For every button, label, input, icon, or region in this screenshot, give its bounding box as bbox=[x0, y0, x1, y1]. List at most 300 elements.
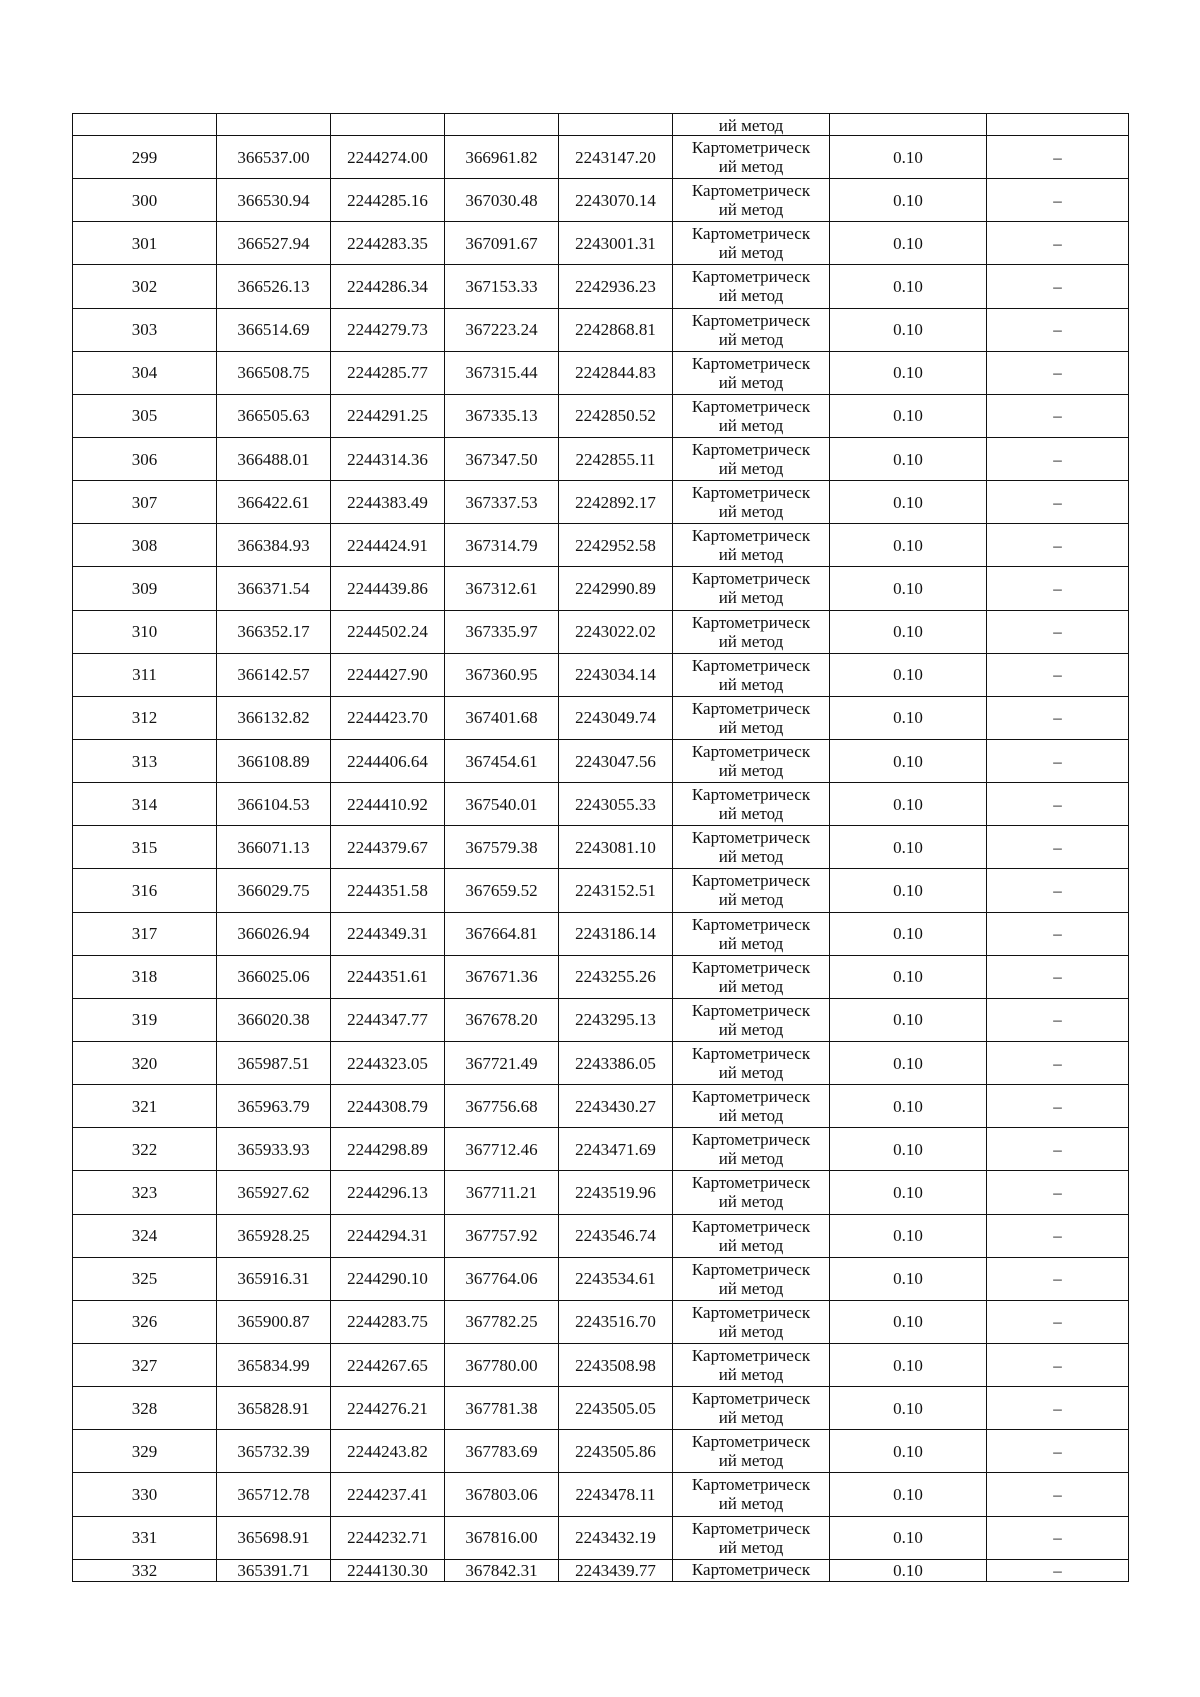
cell-error: 0.10 bbox=[830, 1041, 987, 1084]
continuation-row bbox=[73, 114, 1129, 136]
cell-y1: 2244296.13 bbox=[331, 1171, 445, 1214]
cell-number: 320 bbox=[73, 1041, 217, 1084]
cell-x2: 367816.00 bbox=[445, 1516, 559, 1559]
cell-x2: 367721.49 bbox=[445, 1041, 559, 1084]
cell-x1: 366514.69 bbox=[217, 308, 331, 351]
cell-y2: 2243152.51 bbox=[559, 869, 673, 912]
cell-x1: 365828.91 bbox=[217, 1387, 331, 1430]
cell-method: Картометрическ ий метод bbox=[673, 179, 830, 222]
table-row bbox=[73, 998, 1129, 1041]
cell-method: Картометрическ ий метод bbox=[673, 998, 830, 1041]
table-row bbox=[73, 696, 1129, 739]
cell-x1: 366537.00 bbox=[217, 136, 331, 179]
table-row bbox=[73, 955, 1129, 998]
cell-y1: 2244406.64 bbox=[331, 739, 445, 782]
cell-x1: 366071.13 bbox=[217, 826, 331, 869]
cell-method: Картометрическ ий метод bbox=[673, 1257, 830, 1300]
cell-x2: 367783.69 bbox=[445, 1430, 559, 1473]
cell-number: 330 bbox=[73, 1473, 217, 1516]
cell-note: – bbox=[987, 955, 1129, 998]
cell-y2: 2243478.11 bbox=[559, 1473, 673, 1516]
cell-y2: 2243055.33 bbox=[559, 783, 673, 826]
cell-y2: 2243386.05 bbox=[559, 1041, 673, 1084]
cell-y2: 2243519.96 bbox=[559, 1171, 673, 1214]
cell-x1: 366384.93 bbox=[217, 524, 331, 567]
cell-y2: 2242936.23 bbox=[559, 265, 673, 308]
cell-error: 0.10 bbox=[830, 567, 987, 610]
cell-number: 303 bbox=[73, 308, 217, 351]
cell-method: Картометрическ ий метод bbox=[673, 136, 830, 179]
cell-note: – bbox=[987, 1559, 1129, 1581]
cell-y1: 2244379.67 bbox=[331, 826, 445, 869]
cell-x2 bbox=[445, 114, 559, 136]
cell-x2: 367764.06 bbox=[445, 1257, 559, 1300]
cell-y2: 2242892.17 bbox=[559, 481, 673, 524]
table-row bbox=[73, 351, 1129, 394]
cell-error: 0.10 bbox=[830, 394, 987, 437]
cell-number: 305 bbox=[73, 394, 217, 437]
cell-x2: 367315.44 bbox=[445, 351, 559, 394]
cell-x2: 367711.21 bbox=[445, 1171, 559, 1214]
cell-error bbox=[830, 114, 987, 136]
cell-x2: 367659.52 bbox=[445, 869, 559, 912]
cell-x2: 367401.68 bbox=[445, 696, 559, 739]
cell-note: – bbox=[987, 1214, 1129, 1257]
cell-method: Картометрическ ий метод bbox=[673, 912, 830, 955]
cell-x1: 366488.01 bbox=[217, 437, 331, 480]
cell-x1: 365391.71 bbox=[217, 1559, 331, 1581]
cell-method: Картометрическ ий метод bbox=[673, 610, 830, 653]
cell-number: 325 bbox=[73, 1257, 217, 1300]
cell-method: Картометрическ ий метод bbox=[673, 394, 830, 437]
cell-y1: 2244410.92 bbox=[331, 783, 445, 826]
cell-x1: 365927.62 bbox=[217, 1171, 331, 1214]
cell-note: – bbox=[987, 869, 1129, 912]
cell-error: 0.10 bbox=[830, 524, 987, 567]
cell-y1: 2244237.41 bbox=[331, 1473, 445, 1516]
table-row-last bbox=[73, 1559, 1129, 1581]
cell-y2: 2243505.86 bbox=[559, 1430, 673, 1473]
cell-x2: 367712.46 bbox=[445, 1128, 559, 1171]
cell-number: 327 bbox=[73, 1343, 217, 1386]
cell-number: 300 bbox=[73, 179, 217, 222]
cell-y2: 2243034.14 bbox=[559, 653, 673, 696]
cell-x1: 366026.94 bbox=[217, 912, 331, 955]
cell-y1: 2244290.10 bbox=[331, 1257, 445, 1300]
cell-y1: 2244308.79 bbox=[331, 1085, 445, 1128]
cell-note: – bbox=[987, 998, 1129, 1041]
cell-y2: 2243295.13 bbox=[559, 998, 673, 1041]
cell-x2: 367030.48 bbox=[445, 179, 559, 222]
cell-note: – bbox=[987, 136, 1129, 179]
cell-error: 0.10 bbox=[830, 222, 987, 265]
table-row bbox=[73, 1387, 1129, 1430]
cell-error: 0.10 bbox=[830, 481, 987, 524]
cell-note: – bbox=[987, 739, 1129, 782]
cell-x2: 367671.36 bbox=[445, 955, 559, 998]
cell-x1: 365834.99 bbox=[217, 1343, 331, 1386]
table-row bbox=[73, 783, 1129, 826]
table-row bbox=[73, 1214, 1129, 1257]
cell-x1: 366104.53 bbox=[217, 783, 331, 826]
cell-error: 0.10 bbox=[830, 1214, 987, 1257]
cell-number: 323 bbox=[73, 1171, 217, 1214]
cell-y1: 2244286.34 bbox=[331, 265, 445, 308]
cell-number: 329 bbox=[73, 1430, 217, 1473]
cell-x2: 367664.81 bbox=[445, 912, 559, 955]
cell-y2: 2243471.69 bbox=[559, 1128, 673, 1171]
cell-method: Картометрическ ий метод bbox=[673, 265, 830, 308]
cell-method: Картометрическ ий метод bbox=[673, 351, 830, 394]
cell-error: 0.10 bbox=[830, 610, 987, 653]
cell-error: 0.10 bbox=[830, 1559, 987, 1581]
cell-note: – bbox=[987, 1430, 1129, 1473]
cell-number: 310 bbox=[73, 610, 217, 653]
cell-number: 309 bbox=[73, 567, 217, 610]
cell-y2: 2242868.81 bbox=[559, 308, 673, 351]
cell-error: 0.10 bbox=[830, 1473, 987, 1516]
cell-x1: 365698.91 bbox=[217, 1516, 331, 1559]
cell-x2: 367757.92 bbox=[445, 1214, 559, 1257]
cell-number: 316 bbox=[73, 869, 217, 912]
cell-number: 314 bbox=[73, 783, 217, 826]
cell-y1: 2244427.90 bbox=[331, 653, 445, 696]
cell-x1: 365987.51 bbox=[217, 1041, 331, 1084]
cell-method: Картометрическ ий метод bbox=[673, 437, 830, 480]
cell-x2: 367756.68 bbox=[445, 1085, 559, 1128]
cell-error: 0.10 bbox=[830, 783, 987, 826]
cell-method: Картометрическ ий метод bbox=[673, 1343, 830, 1386]
table-row bbox=[73, 222, 1129, 265]
cell-x1: 365712.78 bbox=[217, 1473, 331, 1516]
cell-number: 328 bbox=[73, 1387, 217, 1430]
cell-method: Картометрическ ий метод bbox=[673, 1041, 830, 1084]
cell-y1: 2244423.70 bbox=[331, 696, 445, 739]
cell-x2: 367782.25 bbox=[445, 1300, 559, 1343]
cell-y2: 2243001.31 bbox=[559, 222, 673, 265]
cell-method: Картометрическ ий метод bbox=[673, 567, 830, 610]
cell-note: – bbox=[987, 1343, 1129, 1386]
table-row bbox=[73, 136, 1129, 179]
cell-y1 bbox=[331, 114, 445, 136]
cell-method: Картометрическ ий метод bbox=[673, 869, 830, 912]
cell-number: 299 bbox=[73, 136, 217, 179]
cell-x2: 367337.53 bbox=[445, 481, 559, 524]
cell-note: – bbox=[987, 222, 1129, 265]
cell-method: ий метод bbox=[673, 114, 830, 136]
cell-number: 312 bbox=[73, 696, 217, 739]
cell-number: 313 bbox=[73, 739, 217, 782]
cell-method: Картометрическ ий метод bbox=[673, 955, 830, 998]
table-row bbox=[73, 1516, 1129, 1559]
cell-x1: 366132.82 bbox=[217, 696, 331, 739]
cell-x1: 365900.87 bbox=[217, 1300, 331, 1343]
cell-y1: 2244349.31 bbox=[331, 912, 445, 955]
cell-error: 0.10 bbox=[830, 998, 987, 1041]
cell-y2: 2243439.77 bbox=[559, 1559, 673, 1581]
cell-y2: 2243081.10 bbox=[559, 826, 673, 869]
cell-x1: 366530.94 bbox=[217, 179, 331, 222]
cell-note: – bbox=[987, 1300, 1129, 1343]
cell-y2: 2243070.14 bbox=[559, 179, 673, 222]
cell-method: Картометрическ ий метод bbox=[673, 783, 830, 826]
cell-error: 0.10 bbox=[830, 1085, 987, 1128]
cell-x1: 366025.06 bbox=[217, 955, 331, 998]
cell-error: 0.10 bbox=[830, 739, 987, 782]
cell-y1: 2244283.35 bbox=[331, 222, 445, 265]
cell-x1: 366371.54 bbox=[217, 567, 331, 610]
cell-error: 0.10 bbox=[830, 696, 987, 739]
cell-y1: 2244283.75 bbox=[331, 1300, 445, 1343]
cell-y1: 2244323.05 bbox=[331, 1041, 445, 1084]
table-row bbox=[73, 1257, 1129, 1300]
cell-method: Картометрическ ий метод bbox=[673, 308, 830, 351]
cell-number: 326 bbox=[73, 1300, 217, 1343]
cell-x2: 367091.67 bbox=[445, 222, 559, 265]
cell-error: 0.10 bbox=[830, 1516, 987, 1559]
table-row bbox=[73, 1430, 1129, 1473]
cell-method: Картометрическ ий метод bbox=[673, 1516, 830, 1559]
cell-error: 0.10 bbox=[830, 955, 987, 998]
cell-y2: 2243432.19 bbox=[559, 1516, 673, 1559]
cell-y1: 2244347.77 bbox=[331, 998, 445, 1041]
table-row bbox=[73, 826, 1129, 869]
cell-y1: 2244232.71 bbox=[331, 1516, 445, 1559]
table-row bbox=[73, 524, 1129, 567]
cell-y1: 2244294.31 bbox=[331, 1214, 445, 1257]
cell-x2: 367454.61 bbox=[445, 739, 559, 782]
cell-y2: 2243022.02 bbox=[559, 610, 673, 653]
cell-x1: 366527.94 bbox=[217, 222, 331, 265]
cell-error: 0.10 bbox=[830, 869, 987, 912]
cell-x1: 365916.31 bbox=[217, 1257, 331, 1300]
cell-note: – bbox=[987, 696, 1129, 739]
cell-error: 0.10 bbox=[830, 179, 987, 222]
cell-method: Картометрическ ий метод bbox=[673, 1085, 830, 1128]
cell-method: Картометрическ ий метод bbox=[673, 1128, 830, 1171]
cell-y2: 2243147.20 bbox=[559, 136, 673, 179]
table-row bbox=[73, 437, 1129, 480]
cell-note: – bbox=[987, 1128, 1129, 1171]
cell-x2: 367780.00 bbox=[445, 1343, 559, 1386]
cell-note: – bbox=[987, 567, 1129, 610]
table-row bbox=[73, 1343, 1129, 1386]
cell-x1 bbox=[217, 114, 331, 136]
cell-y1: 2244243.82 bbox=[331, 1430, 445, 1473]
table-row bbox=[73, 869, 1129, 912]
cell-number: 319 bbox=[73, 998, 217, 1041]
cell-y2: 2243255.26 bbox=[559, 955, 673, 998]
cell-y2: 2242952.58 bbox=[559, 524, 673, 567]
cell-note: – bbox=[987, 308, 1129, 351]
cell-y2 bbox=[559, 114, 673, 136]
cell-note: – bbox=[987, 783, 1129, 826]
cell-number: 301 bbox=[73, 222, 217, 265]
cell-note: – bbox=[987, 826, 1129, 869]
cell-x2: 367781.38 bbox=[445, 1387, 559, 1430]
cell-x1: 365928.25 bbox=[217, 1214, 331, 1257]
cell-y2: 2242850.52 bbox=[559, 394, 673, 437]
cell-error: 0.10 bbox=[830, 653, 987, 696]
cell-note: – bbox=[987, 1171, 1129, 1214]
cell-y1: 2244274.00 bbox=[331, 136, 445, 179]
cell-note: – bbox=[987, 481, 1129, 524]
cell-y1: 2244285.77 bbox=[331, 351, 445, 394]
cell-error: 0.10 bbox=[830, 826, 987, 869]
cell-y2: 2243049.74 bbox=[559, 696, 673, 739]
cell-y1: 2244291.25 bbox=[331, 394, 445, 437]
cell-error: 0.10 bbox=[830, 1128, 987, 1171]
cell-x1: 366526.13 bbox=[217, 265, 331, 308]
table-row bbox=[73, 912, 1129, 955]
cell-x1: 365963.79 bbox=[217, 1085, 331, 1128]
cell-note: – bbox=[987, 1257, 1129, 1300]
cell-y2: 2243430.27 bbox=[559, 1085, 673, 1128]
cell-x1: 365732.39 bbox=[217, 1430, 331, 1473]
cell-y1: 2244351.61 bbox=[331, 955, 445, 998]
table-row bbox=[73, 308, 1129, 351]
cell-x2: 367335.97 bbox=[445, 610, 559, 653]
cell-note: – bbox=[987, 1473, 1129, 1516]
cell-note: – bbox=[987, 524, 1129, 567]
cell-method: Картометрическ bbox=[673, 1559, 830, 1581]
cell-y1: 2244439.86 bbox=[331, 567, 445, 610]
cell-x2: 367335.13 bbox=[445, 394, 559, 437]
cell-error: 0.10 bbox=[830, 437, 987, 480]
cell-number: 318 bbox=[73, 955, 217, 998]
cell-number bbox=[73, 114, 217, 136]
cell-error: 0.10 bbox=[830, 912, 987, 955]
table-row bbox=[73, 567, 1129, 610]
cell-x2: 367314.79 bbox=[445, 524, 559, 567]
cell-x2: 367842.31 bbox=[445, 1559, 559, 1581]
cell-note: – bbox=[987, 1516, 1129, 1559]
cell-error: 0.10 bbox=[830, 1387, 987, 1430]
cell-y2: 2242990.89 bbox=[559, 567, 673, 610]
cell-number: 308 bbox=[73, 524, 217, 567]
cell-number: 331 bbox=[73, 1516, 217, 1559]
cell-y2: 2243534.61 bbox=[559, 1257, 673, 1300]
cell-method: Картометрическ ий метод bbox=[673, 481, 830, 524]
cell-error: 0.10 bbox=[830, 1300, 987, 1343]
cell-note: – bbox=[987, 610, 1129, 653]
cell-x2: 366961.82 bbox=[445, 136, 559, 179]
cell-y1: 2244276.21 bbox=[331, 1387, 445, 1430]
cell-x2: 367540.01 bbox=[445, 783, 559, 826]
cell-method: Картометрическ ий метод bbox=[673, 1430, 830, 1473]
cell-note: – bbox=[987, 437, 1129, 480]
cell-y2: 2243546.74 bbox=[559, 1214, 673, 1257]
cell-method: Картометрическ ий метод bbox=[673, 1387, 830, 1430]
cell-x2: 367223.24 bbox=[445, 308, 559, 351]
cell-y2: 2242844.83 bbox=[559, 351, 673, 394]
table-row bbox=[73, 653, 1129, 696]
cell-note: – bbox=[987, 1041, 1129, 1084]
cell-y1: 2244298.89 bbox=[331, 1128, 445, 1171]
cell-error: 0.10 bbox=[830, 1257, 987, 1300]
cell-method: Картометрическ ий метод bbox=[673, 696, 830, 739]
cell-note: – bbox=[987, 394, 1129, 437]
cell-error: 0.10 bbox=[830, 351, 987, 394]
cell-method: Картометрическ ий метод bbox=[673, 739, 830, 782]
table-row bbox=[73, 1128, 1129, 1171]
cell-number: 322 bbox=[73, 1128, 217, 1171]
cell-y2: 2243186.14 bbox=[559, 912, 673, 955]
cell-error: 0.10 bbox=[830, 1343, 987, 1386]
table-row bbox=[73, 179, 1129, 222]
cell-number: 324 bbox=[73, 1214, 217, 1257]
cell-y1: 2244351.58 bbox=[331, 869, 445, 912]
cell-x2: 367803.06 bbox=[445, 1473, 559, 1516]
cell-note: – bbox=[987, 265, 1129, 308]
cell-y2: 2243516.70 bbox=[559, 1300, 673, 1343]
cell-x2: 367360.95 bbox=[445, 653, 559, 696]
cell-y2: 2243508.98 bbox=[559, 1343, 673, 1386]
cell-y2: 2243047.56 bbox=[559, 739, 673, 782]
cell-x1: 366142.57 bbox=[217, 653, 331, 696]
cell-x2: 367579.38 bbox=[445, 826, 559, 869]
cell-number: 311 bbox=[73, 653, 217, 696]
cell-note: – bbox=[987, 1387, 1129, 1430]
cell-number: 321 bbox=[73, 1085, 217, 1128]
cell-method: Картометрическ ий метод bbox=[673, 1473, 830, 1516]
cell-note: – bbox=[987, 912, 1129, 955]
cell-error: 0.10 bbox=[830, 308, 987, 351]
cell-y1: 2244267.65 bbox=[331, 1343, 445, 1386]
table-row bbox=[73, 1300, 1129, 1343]
cell-method: Картометрическ ий метод bbox=[673, 1300, 830, 1343]
cell-error: 0.10 bbox=[830, 265, 987, 308]
cell-number: 332 bbox=[73, 1559, 217, 1581]
coordinates-table bbox=[72, 113, 1129, 1582]
cell-note: – bbox=[987, 1085, 1129, 1128]
table-row bbox=[73, 739, 1129, 782]
cell-y1: 2244383.49 bbox=[331, 481, 445, 524]
table-row bbox=[73, 610, 1129, 653]
cell-y2: 2242855.11 bbox=[559, 437, 673, 480]
cell-x1: 366029.75 bbox=[217, 869, 331, 912]
table-row bbox=[73, 1085, 1129, 1128]
table-row bbox=[73, 394, 1129, 437]
cell-y1: 2244130.30 bbox=[331, 1559, 445, 1581]
cell-x1: 366422.61 bbox=[217, 481, 331, 524]
table-row bbox=[73, 265, 1129, 308]
cell-method: Картометрическ ий метод bbox=[673, 222, 830, 265]
cell-note: – bbox=[987, 351, 1129, 394]
cell-number: 306 bbox=[73, 437, 217, 480]
cell-x1: 366505.63 bbox=[217, 394, 331, 437]
cell-method: Картометрическ ий метод bbox=[673, 1171, 830, 1214]
cell-error: 0.10 bbox=[830, 1171, 987, 1214]
cell-y2: 2243505.05 bbox=[559, 1387, 673, 1430]
cell-y1: 2244502.24 bbox=[331, 610, 445, 653]
cell-note: – bbox=[987, 179, 1129, 222]
cell-error: 0.10 bbox=[830, 1430, 987, 1473]
table-row bbox=[73, 481, 1129, 524]
cell-number: 317 bbox=[73, 912, 217, 955]
cell-y1: 2244279.73 bbox=[331, 308, 445, 351]
cell-note: – bbox=[987, 653, 1129, 696]
cell-method: Картометрическ ий метод bbox=[673, 653, 830, 696]
table-row bbox=[73, 1171, 1129, 1214]
cell-x1: 366508.75 bbox=[217, 351, 331, 394]
cell-method: Картометрическ ий метод bbox=[673, 826, 830, 869]
table-row bbox=[73, 1041, 1129, 1084]
cell-method: Картометрическ ий метод bbox=[673, 524, 830, 567]
cell-y1: 2244424.91 bbox=[331, 524, 445, 567]
cell-x1: 365933.93 bbox=[217, 1128, 331, 1171]
cell-x2: 367678.20 bbox=[445, 998, 559, 1041]
